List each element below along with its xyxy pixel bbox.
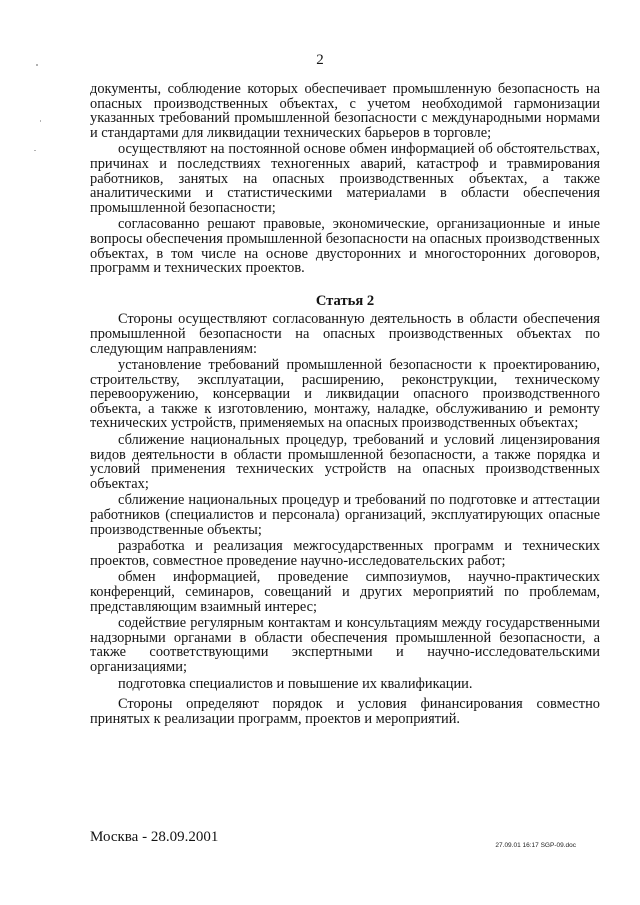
paragraph-continued: документы, соблюдение которых обеспечивает промышленную безопасность на опасных производственных объектах, с учетом необходимой гармонизации указанных требований промышленной безопасности с международными нормами и стандартами для ликвидации технических барьеров в торговле; <box>90 81 600 141</box>
article-item: подготовка специалистов и повышение их квалификации. <box>118 675 473 692</box>
scan-speck <box>40 120 41 122</box>
article-item: сближение национальных процедур, требований и условий лицензирования видов деятельности в области промышленной безопасности, а также порядка и условий применения технических устройств на опасных производственных объектах; <box>90 432 600 492</box>
article-item: обмен информацией, проведение симпозиумов, научно-практических конференций, семинаров, совещаний и других мероприятий по проблемам, представляющим взаимный интерес; <box>90 569 600 615</box>
article-item: сближение национальных процедур и требований по подготовке и аттестации работников (специалистов и персонала) организаций, эксплуатирующих опасные производственные объекты; <box>90 492 600 538</box>
article-item: содействие регулярным контактам и консультациям между государственными надзорными органами в области обеспечения промышленной безопасности, а также соответствующими экспертными и научно-исследовательскими организациями; <box>90 615 600 675</box>
scan-speck <box>34 150 36 151</box>
article-item: разработка и реализация межгосударственных программ и технических проектов, совместное проведение научно-исследовательских работ; <box>90 538 600 569</box>
article-closing: Стороны определяют порядок и условия финансирования совместно принятых к реализации программ, проектов и мероприятий. <box>90 696 600 727</box>
article-heading: Статья 2 <box>315 292 375 309</box>
file-stamp: 27.09.01 16:17 SGP-09.doc <box>495 842 576 849</box>
page-number: 2 <box>316 52 324 68</box>
document-body <box>90 82 600 728</box>
article-intro: Стороны осуществляют согласованную деятельность в области обеспечения промышленной безопасности на опасных производственных объектах по следующим направлениям: <box>90 311 600 357</box>
city-date: Москва - 28.09.2001 <box>90 829 219 845</box>
article-item: установление требований промышленной безопасности к проектированию, строительству, эксплуатации, расширению, реконструкции, техническому перевооружению, консервации и ликвидации опасного производственного объекта, а также к изготовлению, монтажу, наладке, обслуживанию и ремонту технических устройств, применяемых на опасных производственных объектах; <box>90 357 600 432</box>
paragraph: осуществляют на постоянной основе обмен информацией об обстоятельствах, причинах и последствиях техногенных аварий, катастроф и травмирования работников, занятых на опасных производственных объектах, а также аналитическими и статистическими материалами в области обеспечения промышленной безопасности; <box>90 141 600 216</box>
paragraph: согласованно решают правовые, экономические, организационные и иные вопросы обеспечения промышленной безопасности на опасных производственных объектах, в том числе на основе двусторонних и многосторонних договоров, программ и технических проектов. <box>90 216 600 277</box>
